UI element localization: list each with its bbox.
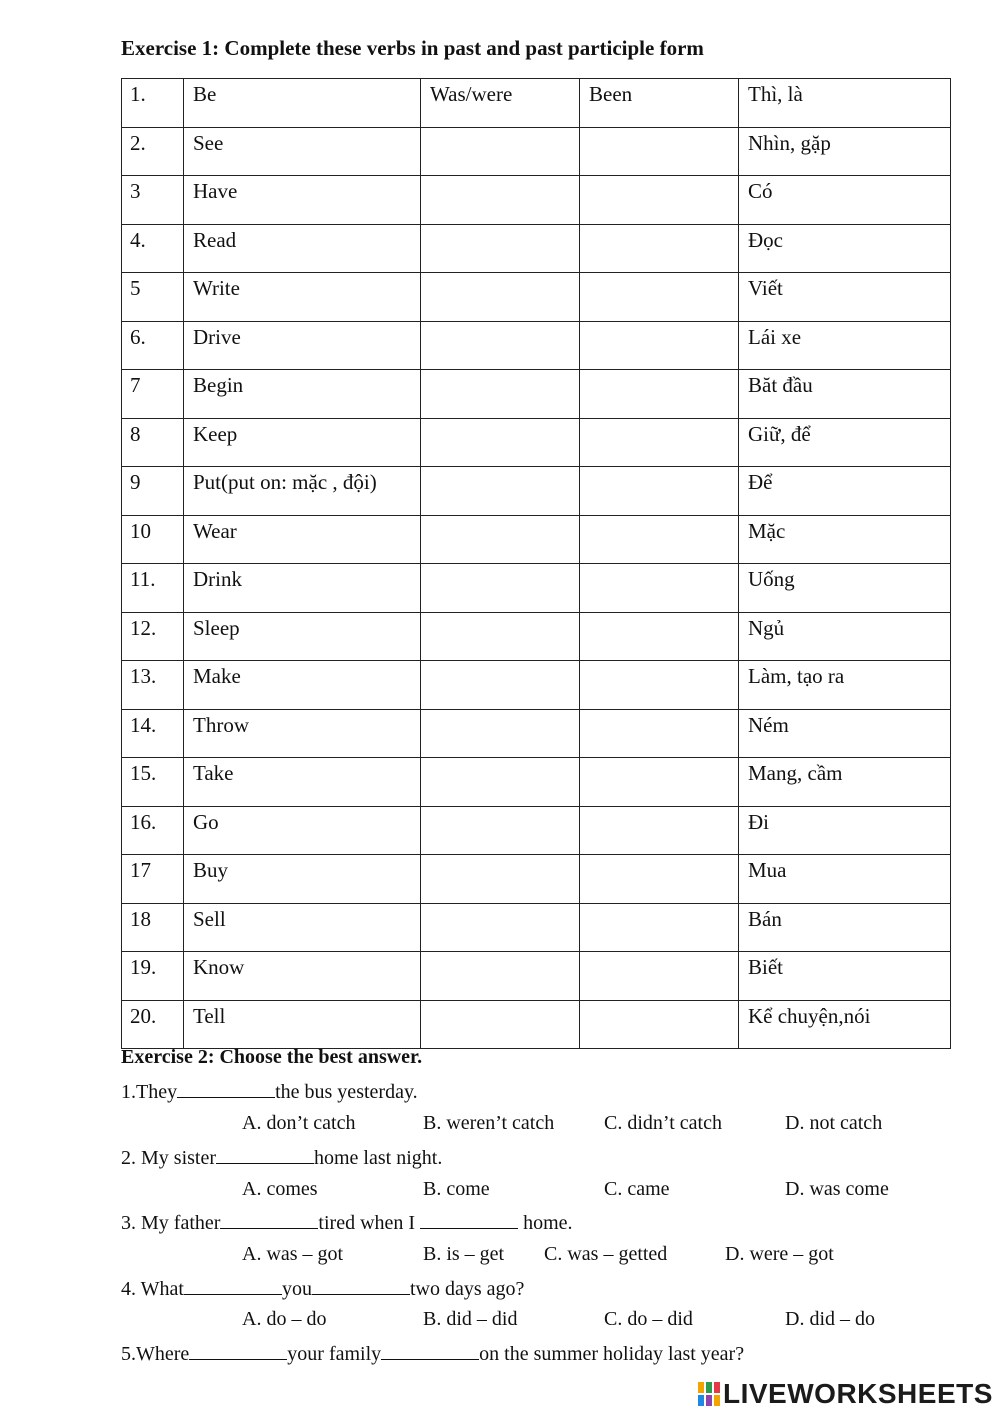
option-d[interactable]: D. did – do — [785, 1308, 875, 1330]
question-4-text-b: you — [281, 1278, 312, 1300]
option-b[interactable]: B. did – did — [423, 1308, 518, 1330]
row-number: 18 — [122, 903, 184, 952]
past-participle-cell[interactable] — [580, 855, 739, 904]
answer-blank[interactable] — [177, 1079, 275, 1098]
past-form-cell[interactable] — [421, 418, 580, 467]
meaning-cell: Viết — [739, 273, 951, 322]
verb-cell: Take — [184, 758, 421, 807]
past-participle-cell[interactable] — [580, 758, 739, 807]
past-participle-cell[interactable] — [580, 273, 739, 322]
question-5-text-b: your family — [287, 1343, 382, 1365]
table-row — [122, 273, 951, 322]
past-form-cell[interactable] — [421, 515, 580, 564]
question-3-text-c: home. — [523, 1212, 573, 1234]
table-row — [122, 709, 951, 758]
verb-cell: Go — [184, 806, 421, 855]
past-form-cell[interactable] — [421, 612, 580, 661]
meaning-cell: Lái xe — [739, 321, 951, 370]
past-participle-cell[interactable] — [580, 952, 739, 1001]
row-number: 5 — [122, 273, 184, 322]
table-row — [122, 127, 951, 176]
past-form-cell[interactable] — [421, 806, 580, 855]
row-number: 20. — [122, 1000, 184, 1049]
question-4-text-a: 4. What — [121, 1278, 184, 1300]
option-b[interactable]: B. come — [423, 1178, 490, 1200]
row-number: 13. — [122, 661, 184, 710]
row-number: 9 — [122, 467, 184, 516]
verb-cell: Wear — [184, 515, 421, 564]
past-participle-cell[interactable] — [580, 418, 739, 467]
question-4 — [121, 1276, 524, 1301]
verb-cell: Read — [184, 224, 421, 273]
row-number: 1. — [122, 79, 184, 128]
meaning-cell: Giữ, để — [739, 418, 951, 467]
verb-cell: Drive — [184, 321, 421, 370]
meaning-cell: Băt đầu — [739, 370, 951, 419]
verb-cell: Make — [184, 661, 421, 710]
option-c[interactable]: C. was – getted — [544, 1243, 668, 1265]
past-form-cell[interactable] — [421, 661, 580, 710]
verb-cell: Throw — [184, 709, 421, 758]
past-form-cell[interactable]: Was/were — [421, 79, 580, 128]
question-1-text-a: 1.They — [121, 1081, 178, 1103]
option-a[interactable]: A. don’t catch — [242, 1112, 356, 1134]
table-row — [122, 224, 951, 273]
past-participle-cell[interactable]: Been — [580, 79, 739, 128]
row-number: 14. — [122, 709, 184, 758]
row-number: 6. — [122, 321, 184, 370]
answer-blank[interactable] — [216, 1145, 314, 1164]
table-row — [122, 79, 951, 128]
table-row — [122, 612, 951, 661]
meaning-cell: Mặc — [739, 515, 951, 564]
question-5-text-c: on the summer holiday last year? — [479, 1343, 745, 1365]
meaning-cell: Đọc — [739, 224, 951, 273]
past-form-cell[interactable] — [421, 709, 580, 758]
question-2 — [121, 1145, 442, 1170]
question-5 — [121, 1341, 744, 1366]
past-participle-cell[interactable] — [580, 612, 739, 661]
past-participle-cell[interactable] — [580, 709, 739, 758]
verb-cell: Begin — [184, 370, 421, 419]
question-1 — [121, 1079, 418, 1104]
row-number: 7 — [122, 370, 184, 419]
past-form-cell[interactable] — [421, 903, 580, 952]
question-1-text-b: the bus yesterday. — [275, 1081, 418, 1103]
verb-cell: Sleep — [184, 612, 421, 661]
past-form-cell[interactable] — [421, 321, 580, 370]
meaning-cell: Uống — [739, 564, 951, 613]
verb-cell: Write — [184, 273, 421, 322]
verb-cell: Know — [184, 952, 421, 1001]
logo-text: LIVEWORKSHEETS — [723, 1378, 993, 1409]
meaning-cell: Có — [739, 176, 951, 225]
question-2-text-a: 2. My sister — [121, 1147, 216, 1169]
past-participle-cell[interactable] — [580, 370, 739, 419]
row-number: 17 — [122, 855, 184, 904]
meaning-cell: Bán — [739, 903, 951, 952]
table-row — [122, 370, 951, 419]
table-row — [122, 903, 951, 952]
meaning-cell: Thì, là — [739, 79, 951, 128]
row-number: 2. — [122, 127, 184, 176]
past-participle-cell[interactable] — [580, 467, 739, 516]
answer-blank[interactable] — [381, 1341, 479, 1360]
answer-blank[interactable] — [420, 1210, 518, 1229]
row-number: 4. — [122, 224, 184, 273]
verb-cell: Have — [184, 176, 421, 225]
verb-cell: Drink — [184, 564, 421, 613]
question-4-text-c: two days ago? — [409, 1278, 525, 1300]
question-5-text-a: 5.Where — [121, 1343, 190, 1365]
meaning-cell: Đi — [739, 806, 951, 855]
verb-cell: Sell — [184, 903, 421, 952]
table-row — [122, 758, 951, 807]
answer-blank[interactable] — [312, 1276, 410, 1295]
past-participle-cell[interactable] — [580, 321, 739, 370]
verb-cell: Be — [184, 79, 421, 128]
question-3 — [121, 1210, 573, 1235]
past-participle-cell[interactable] — [580, 127, 739, 176]
answer-blank[interactable] — [184, 1276, 282, 1295]
meaning-cell: Ngủ — [739, 612, 951, 661]
past-participle-cell[interactable] — [580, 661, 739, 710]
option-c[interactable]: C. came — [604, 1178, 670, 1200]
table-row — [122, 952, 951, 1001]
verb-cell: See — [184, 127, 421, 176]
verb-cell: Put(put on: mặc , đội) — [184, 467, 421, 516]
meaning-cell: Kể chuyện,nói — [739, 1000, 951, 1049]
past-form-cell[interactable] — [421, 224, 580, 273]
option-a[interactable]: A. do – do — [242, 1308, 327, 1330]
option-d[interactable]: D. was come — [785, 1178, 889, 1200]
verb-cell: Buy — [184, 855, 421, 904]
option-d[interactable]: D. were – got — [725, 1243, 834, 1265]
exercise-2-title: Exercise 2: Choose the best answer. — [121, 1046, 423, 1068]
meaning-cell: Mang, cầm — [739, 758, 951, 807]
liveworksheets-logo-icon — [698, 1380, 720, 1408]
past-form-cell[interactable] — [421, 176, 580, 225]
table-row — [122, 1000, 951, 1049]
row-number: 10 — [122, 515, 184, 564]
table-row — [122, 564, 951, 613]
row-number: 12. — [122, 612, 184, 661]
past-participle-cell[interactable] — [580, 515, 739, 564]
table-row — [122, 515, 951, 564]
past-participle-cell[interactable] — [580, 903, 739, 952]
question-2-text-b: home last night. — [314, 1147, 443, 1169]
answer-blank[interactable] — [189, 1341, 287, 1360]
past-form-cell[interactable] — [421, 952, 580, 1001]
option-c[interactable]: C. do – did — [604, 1308, 693, 1330]
question-3-text-b: tired when I — [318, 1212, 416, 1234]
past-form-cell[interactable] — [421, 273, 580, 322]
verb-cell: Tell — [184, 1000, 421, 1049]
meaning-cell: Nhìn, gặp — [739, 127, 951, 176]
option-a[interactable]: A. comes — [242, 1178, 318, 1200]
row-number: 11. — [122, 564, 184, 613]
table-row — [122, 806, 951, 855]
past-participle-cell[interactable] — [580, 1000, 739, 1049]
option-b[interactable]: B. is – get — [423, 1243, 505, 1265]
row-number: 19. — [122, 952, 184, 1001]
past-participle-cell[interactable] — [580, 564, 739, 613]
past-form-cell[interactable] — [421, 127, 580, 176]
table-row — [122, 176, 951, 225]
table-row — [122, 418, 951, 467]
option-b[interactable]: B. weren’t catch — [423, 1112, 555, 1134]
meaning-cell: Ném — [739, 709, 951, 758]
row-number: 15. — [122, 758, 184, 807]
past-form-cell[interactable] — [421, 855, 580, 904]
verb-table — [121, 78, 951, 1049]
past-form-cell[interactable] — [421, 370, 580, 419]
past-form-cell[interactable] — [421, 467, 580, 516]
option-a[interactable]: A. was – got — [242, 1243, 344, 1265]
past-participle-cell[interactable] — [580, 176, 739, 225]
table-row — [122, 467, 951, 516]
option-c[interactable]: C. didn’t catch — [604, 1112, 722, 1134]
past-form-cell[interactable] — [421, 1000, 580, 1049]
verb-cell: Keep — [184, 418, 421, 467]
table-row — [122, 661, 951, 710]
past-form-cell[interactable] — [421, 564, 580, 613]
meaning-cell: Để — [739, 467, 951, 516]
table-row — [122, 321, 951, 370]
question-3-text-a: 3. My father — [121, 1212, 221, 1234]
meaning-cell: Làm, tạo ra — [739, 661, 951, 710]
past-participle-cell[interactable] — [580, 224, 739, 273]
row-number: 16. — [122, 806, 184, 855]
option-d[interactable]: D. not catch — [785, 1112, 883, 1134]
answer-blank[interactable] — [220, 1210, 318, 1229]
meaning-cell: Biết — [739, 952, 951, 1001]
table-row — [122, 855, 951, 904]
meaning-cell: Mua — [739, 855, 951, 904]
exercise-1-title: Exercise 1: Complete these verbs in past and past participle form — [121, 36, 704, 60]
liveworksheets-logo[interactable] — [698, 1378, 993, 1410]
row-number: 8 — [122, 418, 184, 467]
past-form-cell[interactable] — [421, 758, 580, 807]
past-participle-cell[interactable] — [580, 806, 739, 855]
row-number: 3 — [122, 176, 184, 225]
